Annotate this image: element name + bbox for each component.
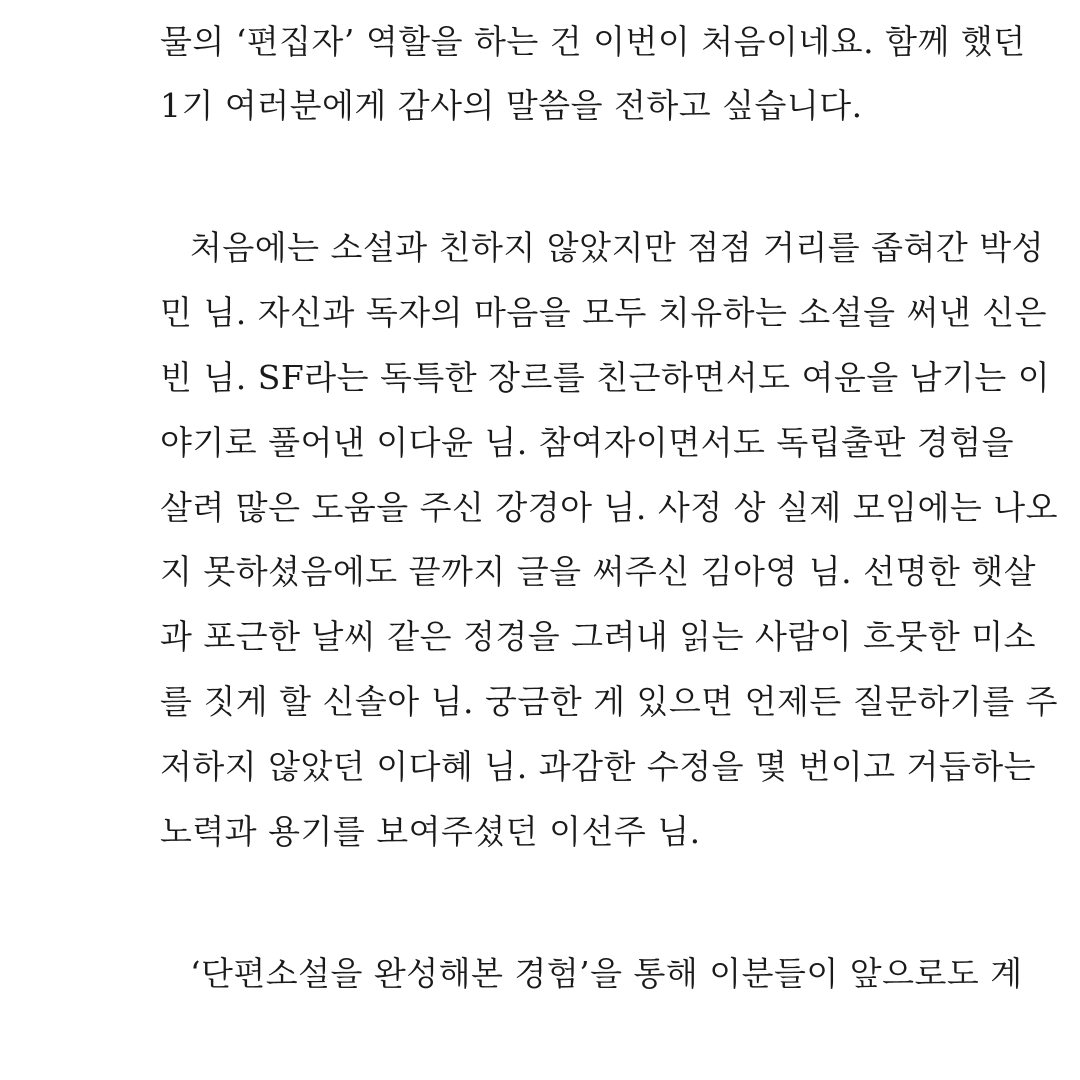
paragraph-2-line-6: 지 못하셨음에도 끝까지 글을 써주신 김아영 님. 선명한 햇살 [160, 552, 1036, 591]
paragraph-1-line-1: 물의 ‘편집자’ 역할을 하는 건 이번이 처음이네요. 함께 했던 [160, 22, 1026, 61]
paragraph-2-line-8: 를 짓게 할 신솔아 님. 궁금한 게 있으면 언제든 질문하기를 주 [160, 682, 1058, 721]
paragraph-3-line-1: ‘단편소설을 완성해본 경험’을 통해 이분들이 앞으로도 계 [190, 954, 1023, 993]
paragraph-2-line-9: 저하지 않았던 이다혜 님. 과감한 수정을 몇 번이고 거듭하는 [160, 747, 1036, 786]
paragraph-2-line-5: 살려 많은 도움을 주신 강경아 님. 사정 상 실제 모임에는 나오 [160, 488, 1058, 527]
paragraph-2-line-4: 야기로 풀어낸 이다윤 님. 참여자이면서도 독립출판 경험을 [160, 423, 1014, 462]
paragraph-2-line-3: 빈 님. SF라는 독특한 장르를 친근하면서도 여운을 남기는 이 [160, 358, 1051, 397]
paragraph-2-line-2: 민 님. 자신과 독자의 마음을 모두 치유하는 소설을 써낸 신은 [160, 293, 1047, 332]
paragraph-1-line-2: 1기 여러분에게 감사의 말씀을 전하고 싶습니다. [160, 86, 863, 125]
paragraph-2-line-10: 노력과 용기를 보여주셨던 이선주 님. [160, 812, 701, 851]
paragraph-2-line-1: 처음에는 소설과 친하지 않았지만 점점 거리를 좁혀간 박성 [190, 228, 1044, 267]
paragraph-2-line-7: 과 포근한 날씨 같은 정경을 그려내 읽는 사람이 흐뭇한 미소 [160, 617, 1036, 656]
